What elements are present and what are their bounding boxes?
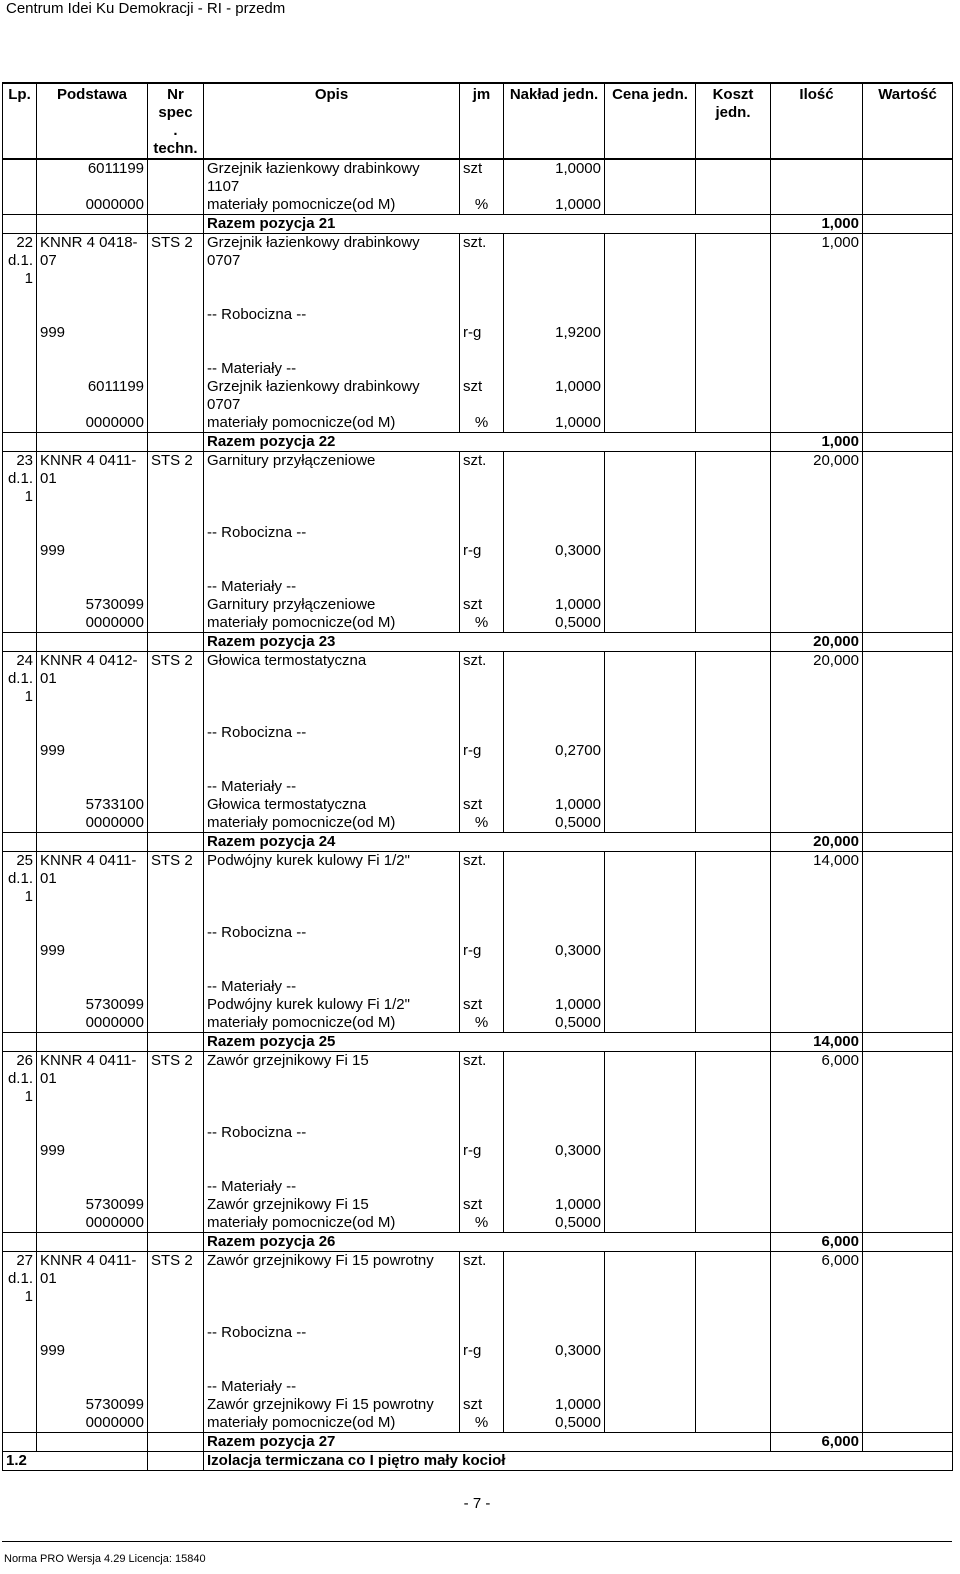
position-row xyxy=(3,1052,953,1071)
material-section-label: -- Materiały -- xyxy=(204,978,460,996)
material-row xyxy=(3,996,953,1014)
material-desc: Garnitury przyłączeniowe xyxy=(204,596,460,614)
position-total-qty: 1,000 xyxy=(771,433,863,452)
position-spec: STS 2 xyxy=(148,652,204,671)
section-lp: 1.2 xyxy=(3,1452,148,1471)
position-row-cont xyxy=(3,270,953,288)
labor-section-label: -- Robocizna -- xyxy=(204,1124,460,1142)
material-row xyxy=(3,1396,953,1414)
labor-jm: r-g xyxy=(460,324,504,342)
material-norm: 1,0000 xyxy=(504,1196,605,1214)
material-section-label: -- Materiały -- xyxy=(204,778,460,796)
table-header-row xyxy=(3,83,953,159)
spacer-row xyxy=(3,1306,953,1324)
material-norm: 1,0000 xyxy=(504,196,605,215)
material-desc-cont: 1107 xyxy=(204,178,460,196)
material-desc: Podwójny kurek kulowy Fi 1/2" xyxy=(204,996,460,1014)
material-desc: Grzejnik łazienkowy drabinkowy xyxy=(204,378,460,396)
material-row xyxy=(3,596,953,614)
material-code: 6011199 xyxy=(37,378,148,396)
position-lp-prefix: d.1. xyxy=(3,670,37,688)
position-lp-suffix: 1 xyxy=(3,688,37,706)
col-lp-header: Lp. xyxy=(3,83,37,159)
position-jm: szt. xyxy=(460,234,504,253)
material-row xyxy=(3,196,953,215)
labor-section-label: -- Robocizna -- xyxy=(204,1324,460,1342)
labor-row xyxy=(3,542,953,560)
cost-estimate-table xyxy=(2,82,953,1471)
position-basis: KNNR 4 0411- xyxy=(37,1052,148,1071)
spec-line: spec xyxy=(158,104,193,121)
position-total-row xyxy=(3,215,953,234)
position-lp-suffix: 1 xyxy=(3,1088,37,1106)
position-total-qty: 1,000 xyxy=(771,215,863,234)
position-row xyxy=(3,234,953,253)
position-lp: 27 xyxy=(3,1252,37,1271)
techn-line: techn. xyxy=(153,140,198,157)
position-total-label: Razem pozycja 25 xyxy=(204,1033,771,1052)
material-jm: szt xyxy=(460,596,504,614)
material-code: 5733100 xyxy=(37,796,148,814)
position-row-cont xyxy=(3,888,953,906)
material-row xyxy=(3,414,953,433)
position-total-label: Razem pozycja 26 xyxy=(204,1233,771,1252)
position-row-cont xyxy=(3,688,953,706)
material-jm: % xyxy=(460,1214,504,1233)
material-desc: materiały pomocnicze(od M) xyxy=(204,1014,460,1033)
material-desc: materiały pomocnicze(od M) xyxy=(204,196,460,215)
labor-section-label: -- Robocizna -- xyxy=(204,924,460,942)
col-opis-header: Opis xyxy=(204,83,460,159)
position-desc: Podwójny kurek kulowy Fi 1/2" xyxy=(204,852,460,871)
labor-code: 999 xyxy=(37,324,148,342)
position-row xyxy=(3,852,953,871)
labor-code: 999 xyxy=(37,1342,148,1360)
position-total-row xyxy=(3,1433,953,1452)
material-jm: % xyxy=(460,614,504,633)
position-jm: szt. xyxy=(460,852,504,871)
material-desc: materiały pomocnicze(od M) xyxy=(204,814,460,833)
material-jm: szt xyxy=(460,796,504,814)
material-desc: Grzejnik łazienkowy drabinkowy xyxy=(204,159,460,178)
material-row xyxy=(3,378,953,396)
labor-row xyxy=(3,742,953,760)
material-code: 0000000 xyxy=(37,1414,148,1433)
labor-section-label: -- Robocizna -- xyxy=(204,524,460,542)
material-desc: materiały pomocnicze(od M) xyxy=(204,614,460,633)
labor-norm: 0,3000 xyxy=(504,942,605,960)
material-section-row xyxy=(3,778,953,796)
labor-jm: r-g xyxy=(460,942,504,960)
spacer-row xyxy=(3,1106,953,1124)
material-section-row xyxy=(3,1178,953,1196)
position-basis-cont: 01 xyxy=(37,670,148,688)
spacer-row xyxy=(3,960,953,978)
position-lp-prefix: d.1. xyxy=(3,470,37,488)
position-row-cont xyxy=(3,252,953,270)
position-total-label: Razem pozycja 22 xyxy=(204,433,771,452)
material-norm: 1,0000 xyxy=(504,1396,605,1414)
position-jm: szt. xyxy=(460,1052,504,1071)
document-header: Centrum Idei Ku Demokracji - RI - przedm xyxy=(6,0,286,17)
page-number: - 7 - xyxy=(463,1495,491,1512)
section-title: Izolacja termiczana co I piętro mały kocioł xyxy=(204,1452,953,1471)
position-total-qty: 14,000 xyxy=(771,1033,863,1052)
col-wartosc-header: Wartość xyxy=(863,83,953,159)
position-desc-cont: 0707 xyxy=(204,252,460,270)
position-desc: Garnitury przyłączeniowe xyxy=(204,452,460,471)
spacer-row xyxy=(3,1160,953,1178)
position-lp-suffix: 1 xyxy=(3,888,37,906)
labor-code: 999 xyxy=(37,942,148,960)
material-row xyxy=(3,614,953,633)
position-lp-prefix: d.1. xyxy=(3,870,37,888)
position-lp: 25 xyxy=(3,852,37,871)
spacer-row xyxy=(3,906,953,924)
position-total-row xyxy=(3,433,953,452)
material-section-label: -- Materiały -- xyxy=(204,578,460,596)
material-code: 6011199 xyxy=(37,159,148,178)
material-code: 5730099 xyxy=(37,596,148,614)
material-jm: % xyxy=(460,196,504,215)
labor-section-label: -- Robocizna -- xyxy=(204,306,460,324)
labor-section-row xyxy=(3,306,953,324)
position-qty: 1,000 xyxy=(771,234,863,253)
dot-line: . xyxy=(173,122,178,139)
material-jm: szt xyxy=(460,1396,504,1414)
spacer-row xyxy=(3,1360,953,1378)
position-basis: KNNR 4 0411- xyxy=(37,852,148,871)
material-section-row xyxy=(3,578,953,596)
material-code: 5730099 xyxy=(37,1396,148,1414)
table-body xyxy=(3,159,953,1471)
position-spec: STS 2 xyxy=(148,452,204,471)
labor-norm: 0,3000 xyxy=(504,542,605,560)
material-norm: 1,0000 xyxy=(504,596,605,614)
position-total-qty: 20,000 xyxy=(771,833,863,852)
position-row-cont xyxy=(3,870,953,888)
material-jm: % xyxy=(460,1014,504,1033)
position-row xyxy=(3,1252,953,1271)
material-code: 5730099 xyxy=(37,996,148,1014)
material-code: 0000000 xyxy=(37,814,148,833)
position-total-label: Razem pozycja 24 xyxy=(204,833,771,852)
labor-norm: 0,3000 xyxy=(504,1342,605,1360)
position-total-row xyxy=(3,633,953,652)
material-row xyxy=(3,159,953,178)
material-norm: 1,0000 xyxy=(504,414,605,433)
position-desc: Głowica termostatyczna xyxy=(204,652,460,671)
position-row-cont xyxy=(3,1288,953,1306)
position-lp-suffix: 1 xyxy=(3,1288,37,1306)
position-lp-suffix: 1 xyxy=(3,488,37,506)
position-row-cont xyxy=(3,1088,953,1106)
material-jm: % xyxy=(460,1414,504,1433)
material-row-cont xyxy=(3,178,953,196)
material-row-cont xyxy=(3,396,953,414)
footer-license: Norma PRO Wersja 4.29 Licencja: 15840 xyxy=(4,1553,206,1565)
position-lp-prefix: d.1. xyxy=(3,252,37,270)
position-qty: 14,000 xyxy=(771,852,863,871)
material-norm: 0,5000 xyxy=(504,1414,605,1433)
labor-norm: 1,9200 xyxy=(504,324,605,342)
col-jm-header: jm xyxy=(460,83,504,159)
material-section-label: -- Materiały -- xyxy=(204,1178,460,1196)
position-spec: STS 2 xyxy=(148,1252,204,1271)
material-section-row xyxy=(3,360,953,378)
position-total-label: Razem pozycja 21 xyxy=(204,215,771,234)
position-qty: 20,000 xyxy=(771,652,863,671)
material-desc: materiały pomocnicze(od M) xyxy=(204,1414,460,1433)
material-jm: % xyxy=(460,814,504,833)
material-norm: 1,0000 xyxy=(504,378,605,396)
position-row-cont xyxy=(3,1270,953,1288)
section-header-row xyxy=(3,1452,953,1471)
position-row xyxy=(3,452,953,471)
labor-row xyxy=(3,1342,953,1360)
koszt-line: Koszt xyxy=(712,86,754,103)
labor-jm: r-g xyxy=(460,1342,504,1360)
material-row xyxy=(3,814,953,833)
labor-section-row xyxy=(3,924,953,942)
position-basis-cont: 01 xyxy=(37,870,148,888)
material-desc: Głowica termostatyczna xyxy=(204,796,460,814)
footer-divider xyxy=(2,1541,952,1542)
position-qty: 6,000 xyxy=(771,1252,863,1271)
material-norm: 0,5000 xyxy=(504,614,605,633)
material-norm: 1,0000 xyxy=(504,159,605,178)
material-jm: szt xyxy=(460,159,504,178)
labor-jm: r-g xyxy=(460,542,504,560)
position-desc: Zawór grzejnikowy Fi 15 powrotny xyxy=(204,1252,460,1271)
material-desc: Zawór grzejnikowy Fi 15 xyxy=(204,1196,460,1214)
col-nr-spec-header xyxy=(148,83,204,159)
labor-section-row xyxy=(3,1324,953,1342)
position-spec: STS 2 xyxy=(148,234,204,253)
material-desc: materiały pomocnicze(od M) xyxy=(204,1214,460,1233)
position-row-cont xyxy=(3,470,953,488)
spacer-row xyxy=(3,342,953,360)
position-lp: 26 xyxy=(3,1052,37,1071)
position-basis-cont: 01 xyxy=(37,1270,148,1288)
material-code: 0000000 xyxy=(37,414,148,433)
material-code: 0000000 xyxy=(37,196,148,215)
position-total-row xyxy=(3,1233,953,1252)
labor-code: 999 xyxy=(37,1142,148,1160)
labor-code: 999 xyxy=(37,542,148,560)
position-total-row xyxy=(3,1033,953,1052)
position-lp-prefix: d.1. xyxy=(3,1070,37,1088)
material-code: 0000000 xyxy=(37,614,148,633)
material-jm: szt xyxy=(460,378,504,396)
material-row xyxy=(3,1014,953,1033)
position-basis: KNNR 4 0411- xyxy=(37,1252,148,1271)
labor-section-row xyxy=(3,1124,953,1142)
material-code: 5730099 xyxy=(37,1196,148,1214)
material-jm: szt xyxy=(460,1196,504,1214)
position-row-cont xyxy=(3,488,953,506)
material-section-label: -- Materiały -- xyxy=(204,360,460,378)
position-basis-cont: 01 xyxy=(37,1070,148,1088)
material-desc: materiały pomocnicze(od M) xyxy=(204,414,460,433)
spacer-row xyxy=(3,560,953,578)
position-jm: szt. xyxy=(460,652,504,671)
labor-jm: r-g xyxy=(460,742,504,760)
material-row xyxy=(3,796,953,814)
col-koszt-header xyxy=(696,83,771,159)
position-lp: 23 xyxy=(3,452,37,471)
col-cena-header: Cena jedn. xyxy=(605,83,696,159)
material-code: 0000000 xyxy=(37,1014,148,1033)
spacer-row xyxy=(3,760,953,778)
spacer-row xyxy=(3,506,953,524)
material-row xyxy=(3,1214,953,1233)
position-spec: STS 2 xyxy=(148,1052,204,1071)
position-lp: 22 xyxy=(3,234,37,253)
material-norm: 1,0000 xyxy=(504,996,605,1014)
material-code: 0000000 xyxy=(37,1214,148,1233)
position-lp-suffix: 1 xyxy=(3,270,37,288)
position-row xyxy=(3,652,953,671)
material-section-row xyxy=(3,1378,953,1396)
material-norm: 0,5000 xyxy=(504,1214,605,1233)
position-total-label: Razem pozycja 27 xyxy=(204,1433,771,1452)
position-qty: 20,000 xyxy=(771,452,863,471)
labor-jm: r-g xyxy=(460,1142,504,1160)
spacer-row xyxy=(3,288,953,306)
position-desc: Grzejnik łazienkowy drabinkowy xyxy=(204,234,460,253)
material-section-row xyxy=(3,978,953,996)
material-norm: 0,5000 xyxy=(504,1014,605,1033)
position-lp-prefix: d.1. xyxy=(3,1270,37,1288)
material-jm: % xyxy=(460,414,504,433)
position-qty: 6,000 xyxy=(771,1052,863,1071)
position-total-qty: 6,000 xyxy=(771,1433,863,1452)
labor-row xyxy=(3,1142,953,1160)
material-desc-cont: 0707 xyxy=(204,396,460,414)
labor-section-label: -- Robocizna -- xyxy=(204,724,460,742)
position-jm: szt. xyxy=(460,1252,504,1271)
col-naklad-header: Nakład jedn. xyxy=(504,83,605,159)
position-total-row xyxy=(3,833,953,852)
position-row-cont xyxy=(3,670,953,688)
labor-section-row xyxy=(3,724,953,742)
material-row xyxy=(3,1196,953,1214)
material-section-label: -- Materiały -- xyxy=(204,1378,460,1396)
col-podstawa-header: Podstawa xyxy=(37,83,148,159)
position-basis: KNNR 4 0412- xyxy=(37,652,148,671)
material-jm: szt xyxy=(460,996,504,1014)
position-basis: KNNR 4 0411- xyxy=(37,452,148,471)
spacer-row xyxy=(3,706,953,724)
labor-norm: 0,3000 xyxy=(504,1142,605,1160)
position-row-cont xyxy=(3,1070,953,1088)
position-spec: STS 2 xyxy=(148,852,204,871)
position-basis-cont: 07 xyxy=(37,252,148,270)
labor-code: 999 xyxy=(37,742,148,760)
position-basis-cont: 01 xyxy=(37,470,148,488)
labor-row xyxy=(3,942,953,960)
material-norm: 0,5000 xyxy=(504,814,605,833)
position-desc: Zawór grzejnikowy Fi 15 xyxy=(204,1052,460,1071)
material-desc: Zawór grzejnikowy Fi 15 powrotny xyxy=(204,1396,460,1414)
position-jm: szt. xyxy=(460,452,504,471)
jedn-line: jedn. xyxy=(715,104,751,121)
position-total-qty: 20,000 xyxy=(771,633,863,652)
position-lp: 24 xyxy=(3,652,37,671)
position-total-qty: 6,000 xyxy=(771,1233,863,1252)
labor-section-row xyxy=(3,524,953,542)
labor-norm: 0,2700 xyxy=(504,742,605,760)
labor-row xyxy=(3,324,953,342)
material-row xyxy=(3,1414,953,1433)
position-total-label: Razem pozycja 23 xyxy=(204,633,771,652)
position-basis: KNNR 4 0418- xyxy=(37,234,148,253)
col-ilosc-header: Ilość xyxy=(771,83,863,159)
nr-line: Nr xyxy=(167,86,184,103)
material-norm: 1,0000 xyxy=(504,796,605,814)
